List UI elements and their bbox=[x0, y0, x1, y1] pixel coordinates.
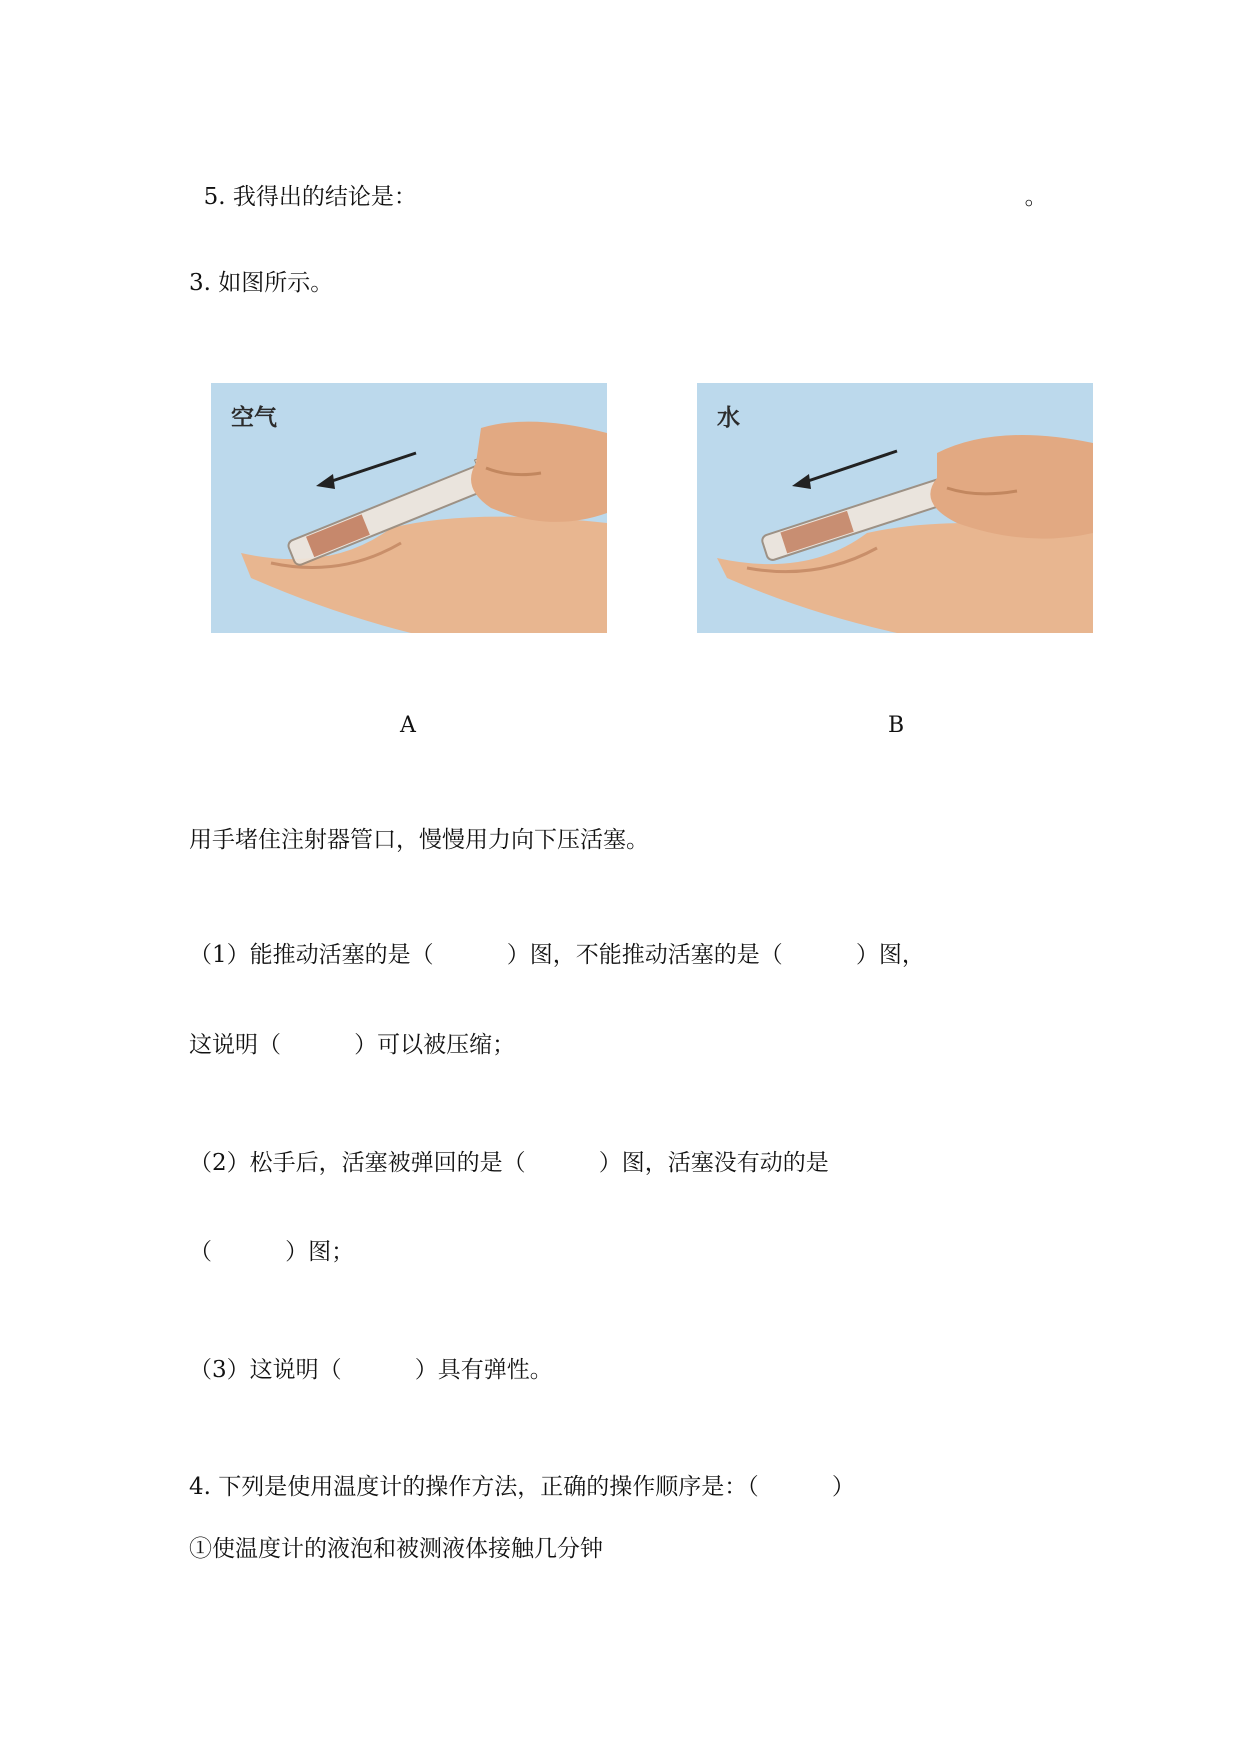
q5-end-text: 。 bbox=[1024, 184, 1048, 210]
water-syringe-photo bbox=[697, 383, 1093, 633]
q4-title: 4. 下列是使用温度计的操作方法，正确的操作顺序是：（ ） bbox=[189, 1474, 855, 1500]
q3-part2-line2: （ ）图； bbox=[189, 1239, 355, 1265]
q3-part2-line1: （2）松手后，活塞被弹回的是（ ）图，活塞没有动的是 bbox=[189, 1150, 829, 1176]
q3-part1-line1: （1）能推动活塞的是（ ）图，不能推动活塞的是（ ）图， bbox=[189, 942, 925, 968]
q5-end-mark bbox=[1010, 152, 1048, 212]
figure-air-syringe bbox=[211, 383, 607, 633]
q4-item1: ①使温度计的液泡和被测液体接触几分钟 bbox=[189, 1536, 603, 1562]
q3-instruction: 用手堵住注射器管口，慢慢用力向下压活塞。 bbox=[189, 827, 649, 853]
q3-title: 3. 如图所示。 bbox=[189, 270, 334, 296]
q3-part1-line2: 这说明（ ）可以被压缩； bbox=[189, 1032, 516, 1058]
q5-conclusion-text: 5. 我得出的结论是： bbox=[203, 184, 417, 210]
q5-conclusion-line bbox=[189, 152, 417, 212]
figure-water-syringe bbox=[697, 383, 1093, 633]
figure-a-tag: 空气 bbox=[231, 405, 277, 431]
air-syringe-photo bbox=[211, 383, 607, 633]
q3-part3: （3）这说明（ ）具有弹性。 bbox=[189, 1357, 553, 1383]
figure-b-tag: 水 bbox=[717, 405, 740, 431]
figure-a-label: A bbox=[400, 713, 416, 738]
figure-b-label: B bbox=[888, 713, 905, 738]
